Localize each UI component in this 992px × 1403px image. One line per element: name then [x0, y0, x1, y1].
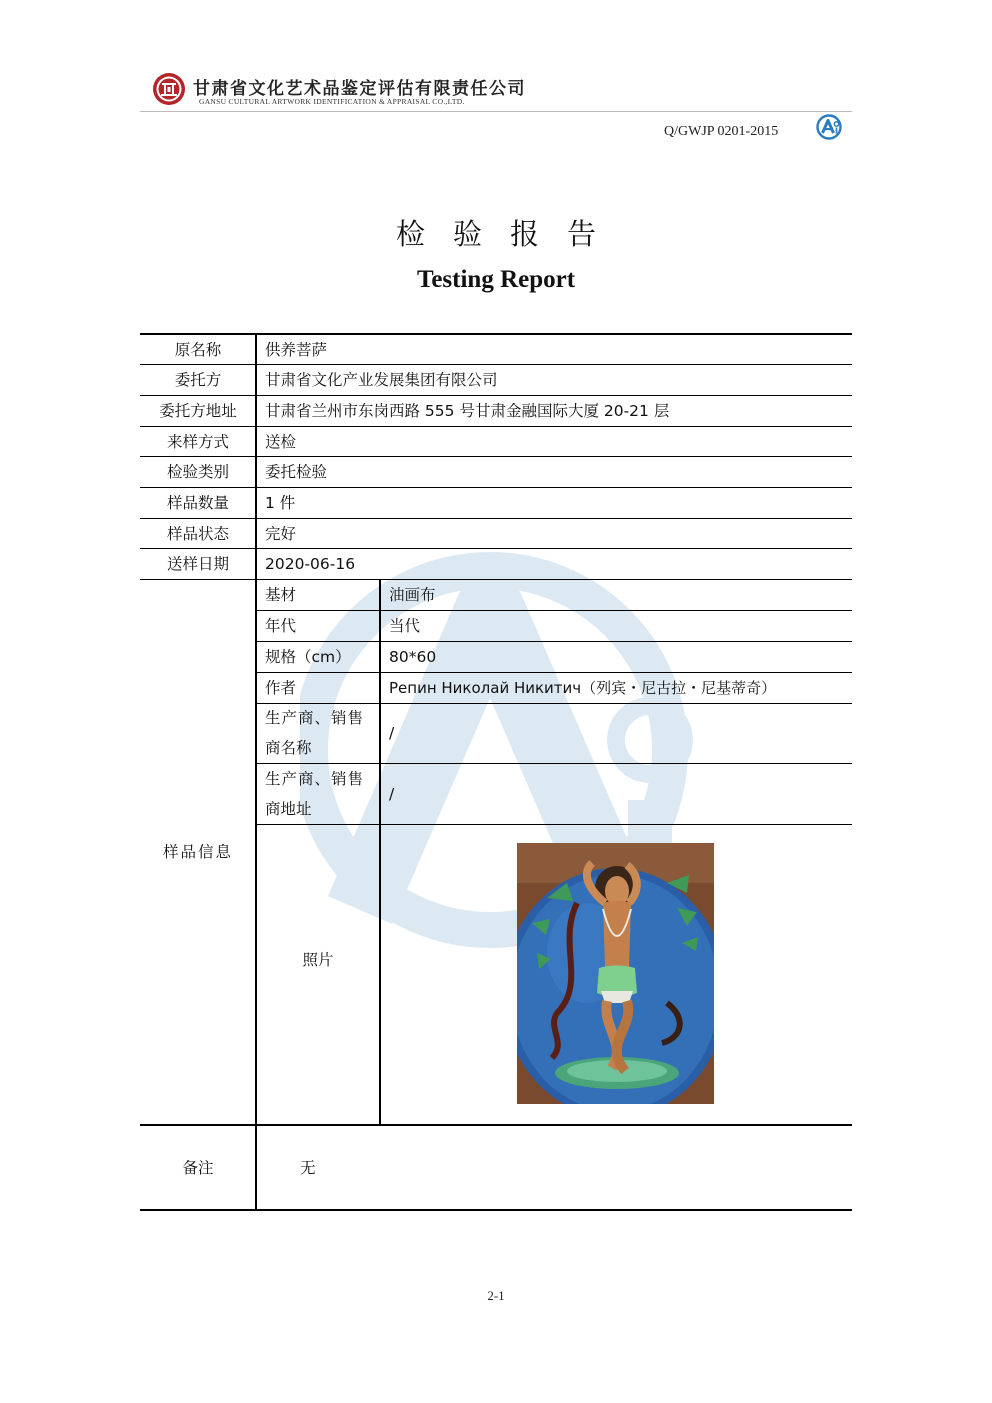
- company-seal-icon: [152, 72, 186, 106]
- label-delivery-method: 来样方式: [166, 433, 229, 451]
- label-client: 委托方: [174, 371, 222, 389]
- sample-photo: [517, 843, 714, 1104]
- value-delivery-date: 2020-06-16: [265, 555, 356, 573]
- value-material: 油画布: [389, 586, 436, 604]
- label-maker-address-line2: 商地址: [265, 800, 312, 818]
- value-author: Репин Николай Никитич（列宾・尼古拉・尼基蒂奇）: [389, 679, 777, 697]
- label-remarks: 备注: [182, 1159, 214, 1177]
- value-original-name: 供养菩萨: [265, 341, 328, 359]
- value-remarks: 无: [300, 1159, 316, 1177]
- label-author: 作者: [265, 679, 297, 697]
- label-original-name: 原名称: [174, 341, 222, 359]
- label-era: 年代: [265, 617, 297, 635]
- label-maker-name-line2: 商名称: [265, 739, 312, 757]
- value-maker-address: /: [389, 785, 395, 803]
- value-test-category: 委托检验: [265, 463, 328, 481]
- value-maker-name: /: [389, 724, 395, 742]
- header-divider: [140, 111, 852, 112]
- table-border-bottom: [140, 1209, 852, 1211]
- value-sample-quantity: 1 件: [265, 494, 296, 512]
- value-era: 当代: [389, 617, 421, 635]
- value-client-address: 甘肃省兰州市东岗西路 555 号甘肃金融国际大厦 20-21 层: [265, 402, 670, 420]
- document-code: Q/GWJP 0201-2015: [664, 124, 779, 139]
- label-sample-condition: 样品状态: [166, 525, 229, 543]
- label-client-address: 委托方地址: [159, 402, 237, 420]
- label-photo: 照片: [302, 951, 334, 969]
- column-divider: [379, 580, 381, 1125]
- report-title-cn: 检验报告: [395, 217, 624, 251]
- label-maker-address-line1: 生产商、销售: [265, 770, 365, 788]
- label-maker-name-line1: 生产商、销售: [265, 709, 365, 727]
- company-name-en: GANSU CULTURAL ARTWORK IDENTIFICATION & APPRAISAL CO.,LTD.: [199, 97, 465, 106]
- value-size: 80*60: [389, 648, 437, 666]
- page-number: 2-1: [487, 1288, 505, 1303]
- value-client: 甘肃省文化产业发展集团有限公司: [265, 371, 498, 389]
- value-delivery-method: 送检: [265, 433, 297, 451]
- value-sample-condition: 完好: [265, 525, 297, 543]
- label-material: 基材: [265, 586, 297, 604]
- row-divider: [256, 824, 852, 825]
- row-divider: [256, 610, 852, 611]
- label-sample-info: 样品信息: [162, 843, 233, 861]
- label-delivery-date: 送样日期: [166, 555, 229, 573]
- row-divider: [140, 579, 852, 580]
- report-title-en: Testing Report: [416, 266, 576, 293]
- company-name-cn: 甘肃省文化艺术品鉴定评估有限责任公司: [193, 79, 526, 99]
- label-test-category: 检验类别: [166, 463, 229, 481]
- label-size: 规格（cm）: [265, 648, 351, 666]
- label-sample-quantity: 样品数量: [166, 494, 229, 512]
- certification-badge-icon: [816, 114, 842, 140]
- row-divider: [140, 1124, 852, 1126]
